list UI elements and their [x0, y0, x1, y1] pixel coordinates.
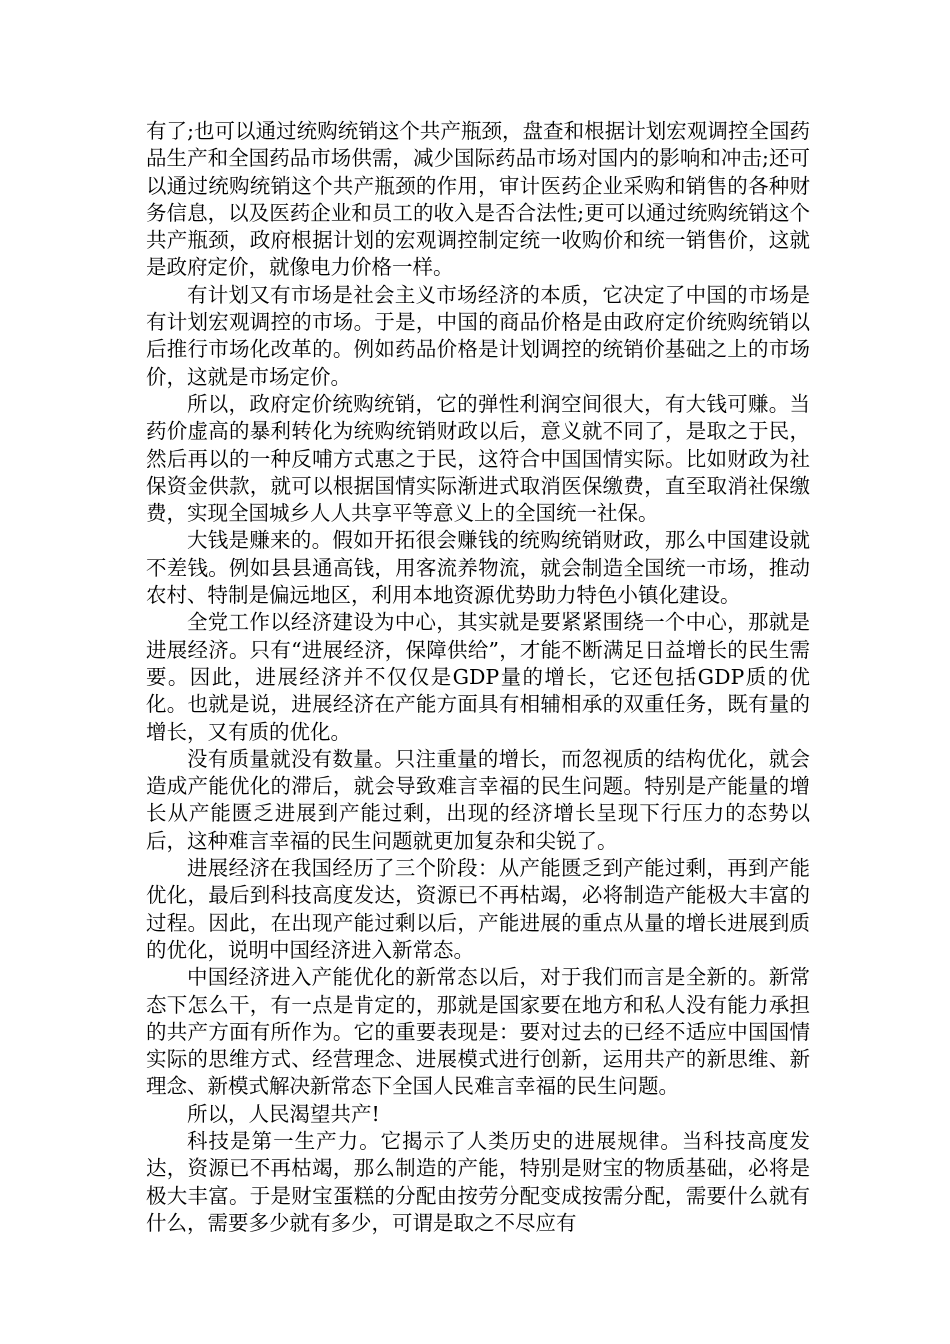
paragraph-1: 有了;也可以通过统购统销这个共产瓶颈，盘查和根据计划宏观调控全国药品生产和全国药品市场供需，减少国际药品市场对国内的影响和冲击;还可以通过统购统销这个共产瓶颈的作用，审计医药企业采购和销售的各种财务信息，以及医药企业和员工的收入是否合法性;更可以通过统购统销这个共产瓶颈，政府根据计划的宏观调控制定统一收购价和统一销售价，这就是政府定价，就像电力价格一样。: [146, 119, 810, 280]
paragraph-3: 所以，政府定价统购统销，它的弹性利润空间很大，有大钱可赚。当药价虚高的暴利转化为统购统销财政以后，意义就不同了，是取之于民，然后再以的一种反哺方式惠之于民，这符合中国国情实际。比如财政为社保资金供款，就可以根据国情实际渐进式取消医保缴费，直至取消社保缴费，实现全国城乡人人共享平等意义上的全国统一社保。: [146, 391, 810, 526]
paragraph-7: 进展经济在我国经历了三个阶段：从产能匮乏到产能过剩，再到产能优化，最后到科技高度发达，资源已不再枯竭，必将制造产能极大丰富的过程。因此，在出现产能过剩以后，产能进展的重点从量的增长进展到质的优化，说明中国经济进入新常态。: [146, 856, 810, 962]
paragraph-10: 科技是第一生产力。它揭示了人类历史的进展规律。当科技高度发达，资源已不再枯竭，那么制造的产能，特别是财宝的物质基础，必将是极大丰富。于是财宝蛋糕的分配由按劳分配变成按需分配，需要什么就有什么，需要多少就有多少，可谓是取之不尽应有: [146, 1128, 810, 1235]
paragraph-4: 大钱是赚来的。假如开拓很会赚钱的统购统销财政，那么中国建设就不差钱。例如县县通高钱，用客流养物流，就会制造全国统一市场，推动农村、特制是偏远地区，利用本地资源优势助力特色小镇化建设。: [146, 528, 810, 608]
paragraph-9: 所以，人民渴望共产!: [187, 1101, 380, 1126]
paragraph-5: 全党工作以经济建设为中心，其实就是要紧紧围绕一个中心，那就是进展经济。只有“进展经济，保障供给”，才能不断满足日益增长的民生需要。因此，进展经济并不仅仅是GDP量的增长，它还包括GDP质的优化。也就是说，进展经济在产能方面具有相辅相承的双重任务，既有量的增长，又有质的优化。: [146, 610, 810, 744]
paragraph-2: 有计划又有市场是社会主义市场经济的本质，它决定了中国的市场是有计划宏观调控的市场。于是，中国的商品价格是由政府定价统购统销以后推行市场化改革的。例如药品价格是计划调控的统销价基础之上的市场价，这就是市场定价。: [146, 282, 810, 389]
paragraph-8: 中国经济进入产能优化的新常态以后，对于我们而言是全新的。新常态下怎么干，有一点是肯定的，那就是国家要在地方和私人没有能力承担的共产方面有所作为。它的重要表现是：要对过去的已经不适应中国国情实际的思维方式、经营理念、进展模式进行创新，运用共产的新思维、新理念、新模式解决新常态下全国人民难言幸福的民生问题。: [146, 965, 810, 1099]
paragraph-6: 没有质量就没有数量。只注重量的增长，而忽视质的结构优化，就会造成产能优化的滞后，就会导致难言幸福的民生问题。特别是产能量的增长从产能匮乏进展到产能过剩，出现的经济增长呈现下行压力的态势以后，这种难言幸福的民生问题就更加复杂和尖锐了。: [146, 746, 810, 853]
document-body: [146, 118, 810, 1237]
